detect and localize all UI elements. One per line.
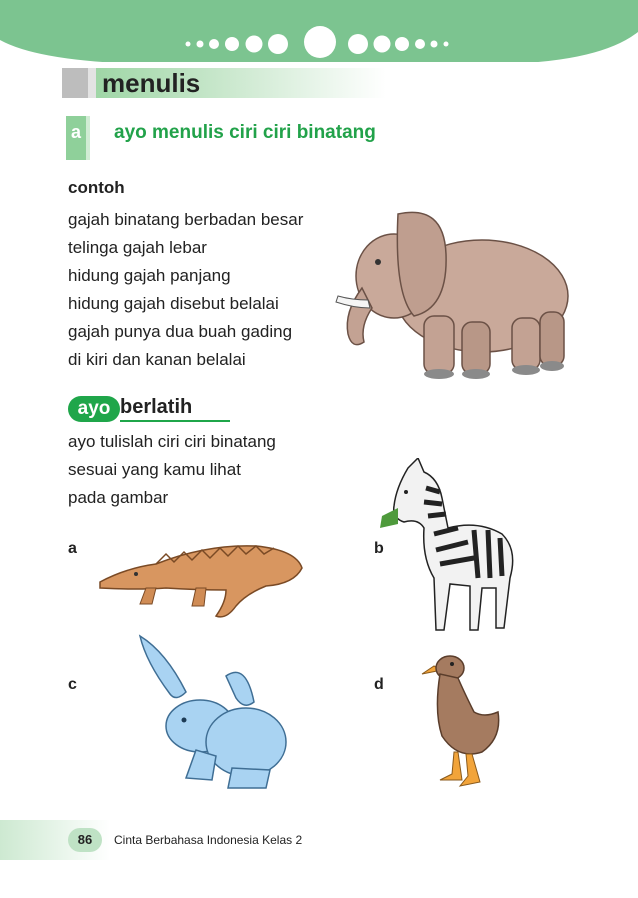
- rabbit-illustration: [136, 632, 290, 794]
- example-line: hidung gajah panjang: [68, 266, 231, 285]
- example-text: [68, 206, 303, 374]
- example-line: hidung gajah disebut belalai: [68, 294, 279, 313]
- practice-title: berlatih: [120, 396, 193, 418]
- animal-label-b: b: [374, 540, 384, 557]
- subsection-heading: [62, 114, 462, 162]
- practice-badge: [68, 396, 120, 422]
- example-line: gajah binatang berbadan besar: [68, 210, 304, 229]
- elephant-illustration: [334, 204, 574, 384]
- practice-badge-text: ayo: [77, 398, 111, 419]
- header-dots: [0, 0, 638, 70]
- section-title-text: menulis: [102, 68, 201, 98]
- crocodile-illustration: [96, 524, 312, 624]
- example-line: telinga gajah lebar: [68, 238, 207, 257]
- section-title: [62, 66, 382, 100]
- animal-label-a: a: [68, 540, 77, 557]
- zebra-illustration: [378, 458, 524, 640]
- title-bar-light: [88, 68, 96, 98]
- instruction-line: ayo tulislah ciri ciri binatang: [68, 432, 276, 451]
- practice-instructions: [68, 428, 276, 512]
- practice-underline: [120, 420, 230, 422]
- page-number: 86: [77, 832, 93, 847]
- example-heading: contoh: [68, 178, 125, 197]
- duck-illustration: [418, 652, 502, 790]
- page-number-badge: [68, 828, 102, 852]
- example-line: di kiri dan kanan belalai: [68, 350, 246, 369]
- title-bar-dark: [62, 68, 88, 98]
- subsection-title: ayo menulis ciri ciri binatang: [114, 122, 376, 143]
- subsection-letter-tag: [66, 116, 90, 160]
- practice-heading: [66, 394, 276, 424]
- animal-label-d: d: [374, 676, 384, 693]
- book-title: Cinta Berbahasa Indonesia Kelas 2: [114, 833, 303, 847]
- instruction-line: pada gambar: [68, 488, 169, 507]
- subsection-letter: a: [70, 122, 81, 142]
- animal-label-c: c: [68, 676, 77, 693]
- instruction-line: sesuai yang kamu lihat: [68, 460, 241, 479]
- page-footer: [0, 820, 638, 860]
- example-line: gajah punya dua buah gading: [68, 322, 293, 341]
